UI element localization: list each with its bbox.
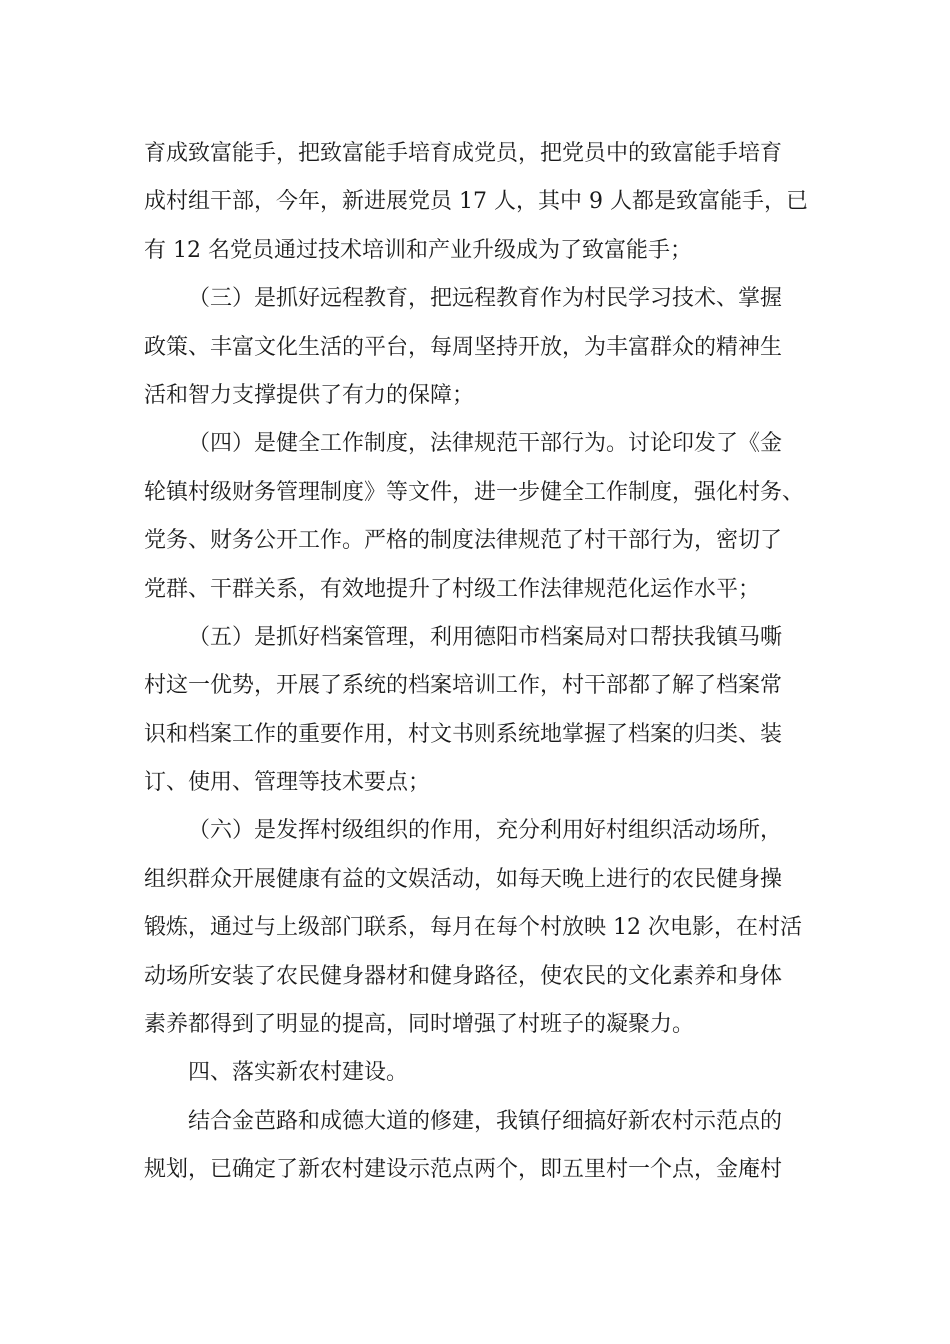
text-line: 活和智力支撑提供了有力的保障； [144,382,475,408]
text-line: 订、使用、管理等技术要点； [144,770,431,796]
text-line: 动场所安装了农民健身器材和健身路径，使农民的文化素养和身体 [144,963,783,989]
text-line: （六）是发挥村级组织的作用，充分利用好村组织活动场所， [188,818,783,844]
text-line: 结合金芭路和成德大道的修建，我镇仔细搞好新农村示范点的 [188,1108,783,1134]
text-line: 锻炼，通过与上级部门联系，每月在每个村放映 12 次电影，在村活 [144,915,802,941]
text-line: 党群、干群关系，有效地提升了村级工作法律规范化运作水平； [144,576,761,602]
text-line: 组织群众开展健康有益的文娱活动，如每天晚上进行的农民健身操 [144,866,783,892]
text-line: （四）是健全工作制度，法律规范干部行为。讨论印发了《金 [188,431,783,457]
text-line: 党务、财务公开工作。严格的制度法律规范了村干部行为，密切了 [144,528,783,554]
text-line: 识和档案工作的重要作用，村文书则系统地掌握了档案的归类、装 [144,721,783,747]
text-line: 成村组干部，今年，新进展党员 17 人，其中 9 人都是致富能手，已 [144,189,808,215]
text-line: 规划，已确定了新农村建设示范点两个，即五里村一个点，金庵村 [144,1157,783,1183]
text-line: 有 12 名党员通过技术培训和产业升级成为了致富能手； [144,237,692,263]
text-line: 素养都得到了明显的提高，同时增强了村班子的凝聚力。 [144,1012,695,1038]
body-text [144,130,834,1195]
text-line: 四、落实新农村建设。 [188,1060,409,1086]
text-line: 村这一优势，开展了系统的档案培训工作，村干部都了解了档案常 [144,673,783,699]
text-line: （三）是抓好远程教育，把远程教育作为村民学习技术、掌握 [188,286,783,312]
text-line: 政策、丰富文化生活的平台，每周坚持开放，为丰富群众的精神生 [144,334,783,360]
text-line: （五）是抓好档案管理，利用德阳市档案局对口帮扶我镇马嘶 [188,624,783,650]
text-line: 育成致富能手，把致富能手培育成党员，把党员中的致富能手培育 [144,141,783,166]
text-line: 轮镇村级财务管理制度》等文件，进一步健全工作制度，强化村务、 [144,479,805,505]
